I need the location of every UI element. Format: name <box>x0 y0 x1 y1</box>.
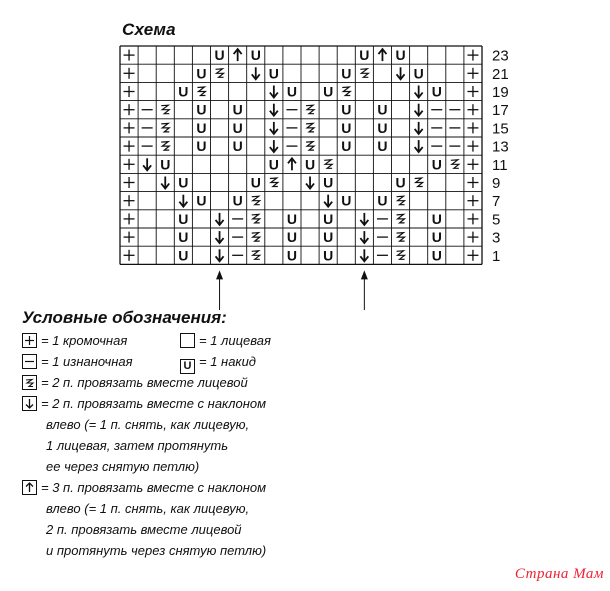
edge-stitch <box>467 86 478 97</box>
row-number: 9 <box>492 175 501 192</box>
legend-ssk-text-2: влево (= 1 п. снять, как лицевую, <box>46 417 250 432</box>
k2tog-mark <box>252 214 260 223</box>
legend-k2tog-text: = 2 п. провязать вместе лицевой <box>41 375 248 390</box>
k2tog-mark <box>306 123 314 131</box>
row-number: 13 <box>492 138 509 156</box>
legend-edge <box>22 333 127 349</box>
k2tog-mark <box>161 105 169 114</box>
yarn-over-mark: U <box>377 138 388 155</box>
ssk-arrow-down <box>415 86 423 98</box>
legend-ssk-text-1: = 2 п. провязать вместе с наклоном <box>41 396 267 411</box>
legend-sk2p-text-2: влево (= 1 п. снять, как лицевую, <box>46 501 250 516</box>
yarn-over-mark: U <box>178 247 189 264</box>
yarn-over-mark: U <box>341 138 352 155</box>
edge-stitch <box>124 213 135 224</box>
arrow-up-icon <box>22 480 37 495</box>
ssk-arrow-down <box>360 249 368 261</box>
yarn-over-mark: U <box>214 47 225 64</box>
yarn-over-mark: U <box>160 156 171 173</box>
row-number: 19 <box>492 84 509 101</box>
ssk-arrow-down <box>360 213 368 225</box>
yarn-over-mark: U <box>232 119 243 136</box>
yarn-over-icon: U <box>180 359 195 374</box>
yarn-over-mark: U <box>341 65 352 82</box>
edge-stitch <box>124 195 135 206</box>
empty-square-icon <box>180 333 195 348</box>
legend-knit-text: = 1 лицевая <box>199 333 271 348</box>
yarn-over-mark: U <box>250 174 261 191</box>
yarn-over-mark: U <box>359 47 370 64</box>
yarn-over-mark: U <box>178 229 189 246</box>
edge-stitch <box>467 50 478 61</box>
row-number: 15 <box>492 120 509 138</box>
repeat-marker-arrow <box>216 270 223 310</box>
yarn-over-mark: U <box>196 138 207 155</box>
legend-yarn-over-text: = 1 накид <box>199 354 256 369</box>
yarn-over-mark: U <box>323 210 334 227</box>
ssk-arrow-down <box>252 67 260 79</box>
yarn-over-mark: U <box>341 119 352 136</box>
edge-stitch <box>467 141 478 152</box>
legend-sk2p-text-4: и протянуть через снятую петлю) <box>46 543 267 558</box>
row-number: 3 <box>492 229 501 247</box>
k2tog-icon <box>22 375 37 390</box>
yarn-over-mark: U <box>286 247 298 264</box>
legend-purl-text: = 1 изнаночная <box>41 354 133 369</box>
yarn-over-mark: U <box>395 47 406 64</box>
arrow-down-icon <box>22 396 37 411</box>
watermark: Страна Мам <box>514 566 604 582</box>
yarn-over-mark: U <box>232 192 243 209</box>
row-number: 11 <box>492 156 508 174</box>
plus-icon <box>22 333 37 348</box>
k2tog-mark <box>324 160 332 169</box>
k2tog-mark <box>252 233 260 242</box>
legend-ssk-text-3: 1 лицевая, затем протянуть <box>46 438 229 453</box>
yarn-over-mark: U <box>323 83 334 100</box>
yarn-over-mark: U <box>431 83 442 100</box>
edge-stitch <box>124 232 135 243</box>
yarn-over-mark: U <box>395 174 406 191</box>
ssk-arrow-down <box>415 122 423 134</box>
edge-stitch <box>124 104 135 115</box>
ssk-arrow-down <box>216 249 224 261</box>
k2tog-mark <box>161 142 169 151</box>
yarn-over-mark: U <box>341 192 352 209</box>
legend-edge-text: = 1 кромочная <box>41 333 128 348</box>
edge-stitch <box>124 68 135 79</box>
row-number: 7 <box>492 193 501 211</box>
sk2p-arrow-up <box>234 49 242 61</box>
row-number: 1 <box>492 247 501 265</box>
legend-knit <box>180 333 271 349</box>
yarn-over-mark: U <box>250 47 261 64</box>
legend-ssk <box>22 396 266 412</box>
ssk-arrow-down <box>270 86 278 98</box>
legend-ssk-text-4: ее через снятую петлю) <box>46 459 200 474</box>
ssk-arrow-down <box>270 104 278 116</box>
edge-stitch <box>124 122 135 133</box>
edge-stitch <box>467 177 478 188</box>
yarn-over-mark: U <box>286 210 298 227</box>
k2tog-mark <box>397 233 405 242</box>
edge-stitch <box>467 104 478 115</box>
yarn-over-mark: U <box>196 101 207 118</box>
yarn-over-mark: U <box>377 192 388 209</box>
ssk-arrow-down <box>216 231 224 243</box>
ssk-arrow-down <box>179 195 187 207</box>
edge-stitch <box>467 250 478 261</box>
yarn-over-mark: U <box>286 83 298 100</box>
k2tog-mark <box>252 196 260 205</box>
chart-title: Схема <box>122 20 176 39</box>
edge-stitch <box>467 232 478 243</box>
yarn-over-mark: U <box>323 247 334 264</box>
yarn-over-mark: U <box>196 65 207 82</box>
chart-grid <box>120 46 482 264</box>
yarn-over-mark: U <box>377 101 388 118</box>
ssk-arrow-down <box>161 177 169 189</box>
legend-title: Условные обозначения: <box>22 308 227 327</box>
row-number: 23 <box>492 47 509 65</box>
yarn-over-mark: U <box>232 138 243 155</box>
yarn-over-mark: U <box>323 229 334 246</box>
edge-stitch <box>124 159 135 170</box>
ssk-arrow-down <box>143 158 151 170</box>
edge-stitch <box>124 177 135 188</box>
k2tog-mark <box>216 69 224 78</box>
k2tog-mark <box>360 69 368 78</box>
edge-stitch <box>467 68 478 79</box>
yarn-over-mark: U <box>196 119 207 136</box>
edge-stitch <box>467 213 478 224</box>
yarn-over-mark: U <box>413 65 424 82</box>
yarn-over-mark: U <box>178 174 189 191</box>
yarn-over-mark: U <box>431 210 442 227</box>
ssk-arrow-down <box>306 177 314 189</box>
k2tog-mark <box>397 196 405 205</box>
row-number: 21 <box>492 65 509 83</box>
repeat-marker-arrow <box>361 270 368 310</box>
yarn-over-mark: U <box>268 156 279 173</box>
yarn-over-mark: U <box>323 174 334 191</box>
edge-stitch <box>124 250 135 261</box>
k2tog-mark <box>397 214 405 223</box>
legend-sk2p <box>22 480 266 496</box>
edge-stitch <box>124 141 135 152</box>
yarn-over-mark: U <box>304 156 316 173</box>
ssk-arrow-down <box>415 104 423 116</box>
yarn-over-mark: U <box>178 83 189 100</box>
yarn-over-mark: U <box>196 192 207 209</box>
yarn-over-mark: U <box>341 101 352 118</box>
k2tog-mark <box>397 251 405 259</box>
ssk-arrow-down <box>270 122 278 134</box>
legend-yarn-over <box>180 354 256 374</box>
yarn-over-mark: U <box>431 156 442 173</box>
yarn-over-mark: U <box>431 229 442 246</box>
yarn-over-mark: U <box>178 210 189 227</box>
ssk-arrow-down <box>324 195 332 207</box>
yarn-over-mark: U <box>268 65 279 82</box>
yarn-over-mark: U <box>232 101 243 118</box>
legend-sk2p-text-3: 2 п. провязать вместе лицевой <box>46 522 242 537</box>
yarn-over-mark: U <box>286 229 298 246</box>
row-number: 17 <box>492 102 509 120</box>
k2tog-mark <box>451 160 459 169</box>
k2tog-mark <box>197 87 205 96</box>
k2tog-mark <box>306 142 314 151</box>
sk2p-arrow-up <box>378 49 386 61</box>
row-number: 5 <box>492 211 501 229</box>
dash-icon <box>22 354 37 369</box>
yarn-over-mark: U <box>431 247 442 264</box>
ssk-arrow-down <box>397 67 405 79</box>
edge-stitch <box>467 122 478 133</box>
legend-sk2p-text-1: = 3 п. провязать вместе с наклоном <box>41 480 267 495</box>
edge-stitch <box>467 195 478 206</box>
ssk-arrow-down <box>270 140 278 152</box>
sk2p-arrow-up <box>288 158 296 170</box>
k2tog-mark <box>415 178 423 187</box>
k2tog-mark <box>270 178 278 187</box>
legend-purl <box>22 354 133 370</box>
ssk-arrow-down <box>360 231 368 243</box>
edge-stitch <box>467 159 478 170</box>
yarn-over-mark: U <box>377 119 388 136</box>
k2tog-mark <box>342 87 350 96</box>
edge-stitch <box>124 50 135 61</box>
k2tog-mark <box>252 251 260 259</box>
legend-k2tog <box>22 375 248 391</box>
k2tog-mark <box>161 123 169 131</box>
ssk-arrow-down <box>216 213 224 225</box>
ssk-arrow-down <box>415 140 423 152</box>
k2tog-mark <box>306 105 314 114</box>
edge-stitch <box>124 86 135 97</box>
